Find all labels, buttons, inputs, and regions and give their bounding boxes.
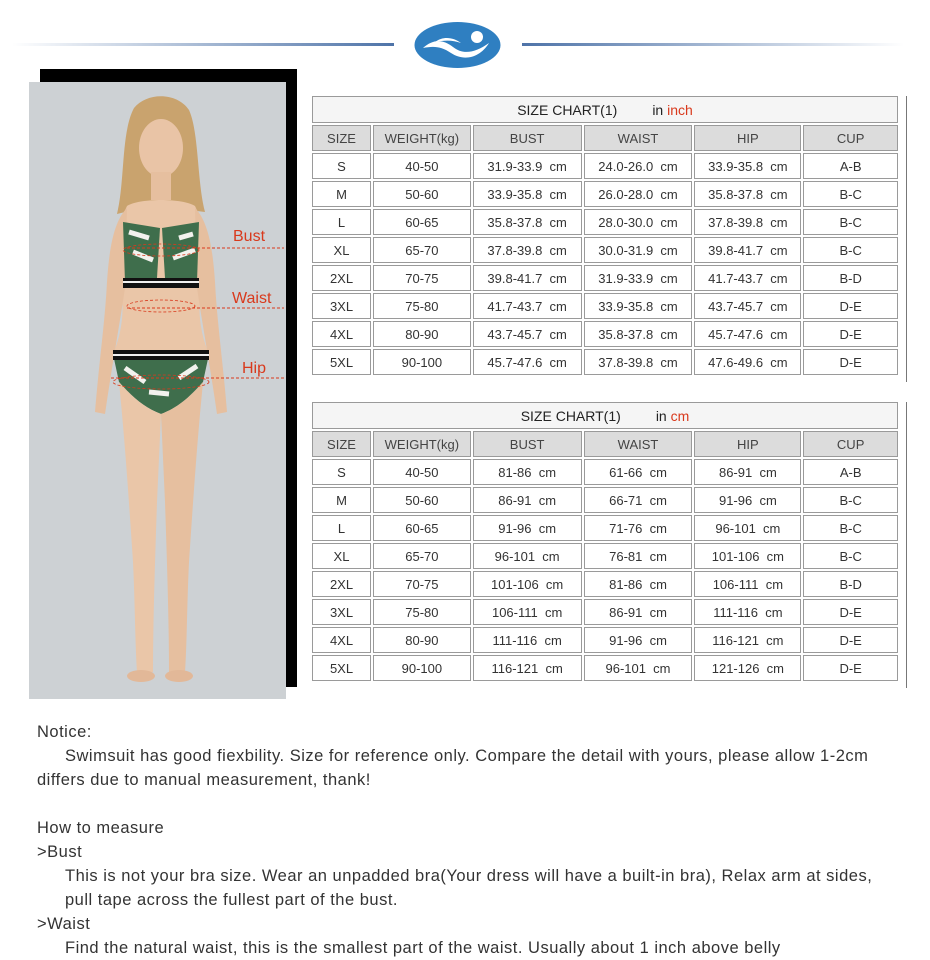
column-header: BUST [473, 431, 582, 457]
table-cell: 75-80 [373, 293, 471, 319]
table-cell: A-B [803, 459, 898, 485]
table-row [312, 349, 898, 375]
table-cell: 70-75 [373, 265, 471, 291]
column-header: WAIST [584, 431, 693, 457]
table-row [312, 237, 898, 263]
table-cell: S [312, 153, 371, 179]
size-chart-cm-title-row [312, 402, 898, 429]
table-cell: 28.0-30.0 cm [584, 209, 693, 235]
table-cell: B-C [803, 237, 898, 263]
table-cell: 70-75 [373, 571, 471, 597]
table-cell: M [312, 181, 371, 207]
table-cell: 76-81 cm [584, 543, 693, 569]
table-cell: 60-65 [373, 515, 471, 541]
model-photo [29, 82, 286, 699]
table-cell: 81-86 cm [584, 571, 693, 597]
table-cell: 111-116 cm [473, 627, 582, 653]
table-cell: 81-86 cm [473, 459, 582, 485]
size-chart-inch-title-row [312, 96, 898, 123]
table-cell: 45.7-47.6 cm [473, 349, 582, 375]
table-cell: 86-91 cm [584, 599, 693, 625]
table-cell: B-D [803, 571, 898, 597]
table-cell: B-C [803, 209, 898, 235]
table-cell: 96-101 cm [584, 655, 693, 681]
table-cell: 91-96 cm [584, 627, 693, 653]
table-cell: L [312, 209, 371, 235]
table-cell: 121-126 cm [694, 655, 801, 681]
table-cell: 47.6-49.6 cm [694, 349, 801, 375]
column-header: SIZE [312, 125, 371, 151]
table-cell: XL [312, 543, 371, 569]
table-cell: 101-106 cm [473, 571, 582, 597]
table-cell: 37.8-39.8 cm [694, 209, 801, 235]
table-row [312, 571, 898, 597]
waist-label: Waist [232, 290, 272, 307]
table-cell: 80-90 [373, 321, 471, 347]
table-cell: D-E [803, 627, 898, 653]
column-header: BUST [473, 125, 582, 151]
table-cell: 65-70 [373, 543, 471, 569]
hip-label: Hip [242, 360, 267, 377]
table-cell: A-B [803, 153, 898, 179]
table-cell: 90-100 [373, 349, 471, 375]
size-chart-header-row [312, 431, 898, 457]
table-cell: 40-50 [373, 153, 471, 179]
table-cell: 39.8-41.7 cm [473, 265, 582, 291]
table-cell: 41.7-43.7 cm [473, 293, 582, 319]
table-cell: 31.9-33.9 cm [584, 265, 693, 291]
table-cell: 45.7-47.6 cm [694, 321, 801, 347]
table-row [312, 209, 898, 235]
table-cell: B-C [803, 487, 898, 513]
table-cell: L [312, 515, 371, 541]
table-cell: 31.9-33.9 cm [473, 153, 582, 179]
table-cell: 24.0-26.0 cm [584, 153, 693, 179]
table-cell: 5XL [312, 349, 371, 375]
table-cell: 91-96 cm [694, 487, 801, 513]
table-cell: 43.7-45.7 cm [694, 293, 801, 319]
table-cell: 40-50 [373, 459, 471, 485]
table-cell: D-E [803, 655, 898, 681]
table-cell: 3XL [312, 293, 371, 319]
table-row [312, 543, 898, 569]
table-row [312, 599, 898, 625]
column-header: WAIST [584, 125, 693, 151]
table-cell: 106-111 cm [694, 571, 801, 597]
table-cell: B-D [803, 265, 898, 291]
wave-swimmer-logo-icon [413, 21, 502, 69]
table-cell: 75-80 [373, 599, 471, 625]
table-cell: 101-106 cm [694, 543, 801, 569]
size-chart-title: SIZE CHART(1) [517, 101, 618, 118]
table-row [312, 321, 898, 347]
table-row [312, 627, 898, 653]
table-cell: 111-116 cm [694, 599, 801, 625]
table-cell: 5XL [312, 655, 371, 681]
table-cell: 3XL [312, 599, 371, 625]
table-cell: 33.9-35.8 cm [473, 181, 582, 207]
inch-table-side-line [906, 96, 907, 382]
table-cell: 2XL [312, 265, 371, 291]
size-chart-title: SIZE CHART(1) [520, 407, 621, 424]
header-divider-right [522, 43, 904, 46]
table-row [312, 265, 898, 291]
table-row [312, 293, 898, 319]
bust-heading: >Bust [37, 843, 83, 861]
table-row [312, 459, 898, 485]
table-cell: B-C [803, 543, 898, 569]
table-cell: 80-90 [373, 627, 471, 653]
table-cell: XL [312, 237, 371, 263]
table-cell: D-E [803, 321, 898, 347]
table-row [312, 487, 898, 513]
table-cell: 4XL [312, 321, 371, 347]
table-cell: 66-71 cm [584, 487, 693, 513]
table-cell: M [312, 487, 371, 513]
header-divider-left [12, 43, 394, 46]
table-cell: 4XL [312, 627, 371, 653]
column-header: CUP [803, 431, 898, 457]
cm-table-side-line [906, 402, 907, 688]
table-cell: 91-96 cm [473, 515, 582, 541]
unit-cm: cm [670, 407, 690, 424]
table-cell: 50-60 [373, 181, 471, 207]
table-cell: 33.9-35.8 cm [584, 293, 693, 319]
size-chart-inch-table [310, 94, 900, 377]
table-cell: 37.8-39.8 cm [584, 349, 693, 375]
unit-prefix: in [655, 407, 667, 424]
table-cell: 116-121 cm [694, 627, 801, 653]
table-cell: 35.8-37.8 cm [694, 181, 801, 207]
table-cell: B-C [803, 515, 898, 541]
unit-inch: inch [667, 101, 693, 118]
table-cell: 61-66 cm [584, 459, 693, 485]
table-cell: D-E [803, 599, 898, 625]
table-row [312, 153, 898, 179]
table-cell: D-E [803, 349, 898, 375]
measurement-notes [37, 720, 897, 960]
column-header: HIP [694, 431, 801, 457]
table-cell: 43.7-45.7 cm [473, 321, 582, 347]
how-to-measure-heading: How to measure [37, 819, 165, 837]
table-cell: 71-76 cm [584, 515, 693, 541]
unit-prefix: in [652, 101, 664, 118]
table-cell: 116-121 cm [473, 655, 582, 681]
table-cell: 65-70 [373, 237, 471, 263]
column-header: WEIGHT(kg) [373, 125, 471, 151]
table-cell: 86-91 cm [694, 459, 801, 485]
column-header: CUP [803, 125, 898, 151]
table-cell: 106-111 cm [473, 599, 582, 625]
bust-label: Bust [233, 228, 266, 245]
table-row [312, 181, 898, 207]
column-header: HIP [694, 125, 801, 151]
table-cell: 39.8-41.7 cm [694, 237, 801, 263]
table-cell: S [312, 459, 371, 485]
table-cell: 33.9-35.8 cm [694, 153, 801, 179]
table-cell: B-C [803, 181, 898, 207]
notice-text: Swimsuit has good fiexbility. Size for reference only. Compare the detail with yours, please allow 1-2cm differs due to manual measurement, thank! [37, 747, 869, 789]
size-chart-header-row [312, 125, 898, 151]
column-header: SIZE [312, 431, 371, 457]
table-cell: 86-91 cm [473, 487, 582, 513]
table-cell: 96-101 cm [694, 515, 801, 541]
table-row [312, 655, 898, 681]
table-cell: 35.8-37.8 cm [473, 209, 582, 235]
table-cell: 90-100 [373, 655, 471, 681]
table-cell: 50-60 [373, 487, 471, 513]
size-chart-cm-table [310, 400, 900, 683]
table-cell: 30.0-31.9 cm [584, 237, 693, 263]
table-row [312, 515, 898, 541]
table-cell: 41.7-43.7 cm [694, 265, 801, 291]
notice-heading: Notice: [37, 723, 92, 741]
waist-heading: >Waist [37, 915, 91, 933]
waist-text: Find the natural waist, this is the smallest part of the waist. Usually about 1 inch above belly [65, 939, 781, 957]
table-cell: 35.8-37.8 cm [584, 321, 693, 347]
table-cell: 60-65 [373, 209, 471, 235]
table-cell: 37.8-39.8 cm [473, 237, 582, 263]
table-cell: 26.0-28.0 cm [584, 181, 693, 207]
table-cell: 2XL [312, 571, 371, 597]
table-cell: 96-101 cm [473, 543, 582, 569]
column-header: WEIGHT(kg) [373, 431, 471, 457]
bust-text: This is not your bra size. Wear an unpadded bra(Your dress will have a built-in bra), Relax arm at sides, pull tape across the fullest part of the bust. [65, 867, 873, 909]
table-cell: D-E [803, 293, 898, 319]
